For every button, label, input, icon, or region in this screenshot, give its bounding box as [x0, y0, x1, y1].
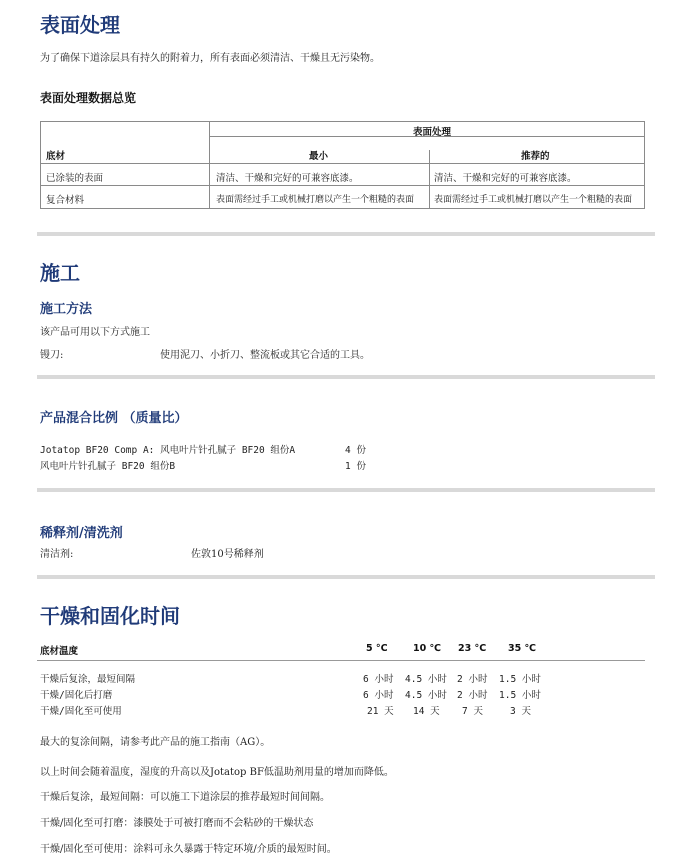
table-col-min: 最小 [309, 151, 329, 162]
drying-note: 干燥后复涂，最短间隔：可以施工下道涂层的推荐最短时间间隔。 [40, 792, 330, 803]
section-divider [37, 488, 655, 492]
thinner-label: 清洁剂: [40, 549, 74, 560]
drying-value: 6 小时 [363, 674, 394, 685]
method-title: 施工方法 [40, 302, 93, 317]
surface-summary-title: 表面处理数据总览 [40, 91, 137, 105]
table-cell-min: 表面需经过手工或机械打磨以产生一个粗糙的表面 [216, 195, 415, 205]
drying-value: 1.5 小时 [499, 674, 541, 685]
temp-header: 5 °C [366, 643, 388, 654]
drying-note: 最大的复涂间隔，请参考此产品的施工指南（AG）。 [40, 737, 271, 748]
surface-table [40, 121, 645, 209]
table-col-substrate: 底材 [46, 151, 66, 162]
drying-header-label: 底材温度 [40, 646, 79, 657]
temp-header: 10 ℃ [413, 643, 442, 654]
surface-intro: 为了确保下道涂层具有持久的附着力，所有表面必须清洁、干燥且无污染物。 [40, 53, 380, 64]
temp-header: 23 °C [458, 643, 487, 654]
section-title-drying: 干燥和固化时间 [40, 604, 180, 628]
drying-row-label: 干燥/固化至可使用 [40, 706, 122, 717]
section-title-application: 施工 [40, 261, 80, 285]
drying-value: 7 天 [462, 706, 483, 717]
table-group-header: 表面处理 [413, 127, 452, 138]
drying-note: 以上时间会随着温度，湿度的升高以及Jotatop BF低温助剂用量的增加而降低。 [40, 767, 394, 778]
mixing-title: 产品混合比例 （质量比） [40, 411, 188, 426]
drying-value: 14 天 [413, 706, 440, 717]
mixing-row-label: 风电叶片针孔腻子 BF20 组份B [40, 461, 176, 472]
drying-value: 21 天 [367, 706, 394, 717]
temp-header: 35 ℃ [508, 643, 537, 654]
method-intro: 该产品可用以下方式施工 [40, 327, 150, 338]
table-cell-min: 清洁、干燥和完好的可兼容底漆。 [216, 173, 359, 184]
drying-note: 干燥/固化至可使用：涂料可永久暴露于特定环境/介质的最短时间。 [40, 844, 337, 855]
drying-row-label: 干燥/固化后打磨 [40, 690, 113, 701]
table-col-rec: 推荐的 [521, 151, 550, 162]
mixing-row-label: Jotatop BF20 Comp A: 风电叶片针孔腻子 BF20 组份A [40, 445, 296, 456]
section-divider [37, 375, 655, 379]
table-cell-rec: 表面需经过手工或机械打磨以产生一个粗糙的表面 [434, 195, 633, 205]
mixing-row-value: 4 份 [345, 445, 366, 456]
table-cell-substrate: 复合材料 [46, 195, 85, 206]
drying-value: 1.5 小时 [499, 690, 541, 701]
drying-value: 4.5 小时 [405, 690, 447, 701]
thinner-title: 稀释剂/清洗剂 [40, 526, 123, 541]
drying-value: 2 小时 [457, 690, 488, 701]
table-cell-substrate: 已涂装的表面 [46, 173, 104, 184]
section-divider [37, 575, 655, 579]
table-cell-rec: 清洁、干燥和完好的可兼容底漆。 [434, 173, 577, 184]
drying-note: 干燥/固化至可打磨：漆膜处于可被打磨而不会粘砂的干燥状态 [40, 818, 314, 829]
header-rule [37, 660, 645, 661]
drying-value: 4.5 小时 [405, 674, 447, 685]
drying-value: 6 小时 [363, 690, 394, 701]
method-value: 使用泥刀、小折刀、整流板或其它合适的工具。 [160, 350, 370, 361]
drying-row-label: 干燥后复涂，最短间隔 [40, 674, 136, 685]
section-title-surface: 表面处理 [40, 13, 120, 37]
mixing-row-value: 1 份 [345, 461, 366, 472]
method-label: 镘刀: [40, 350, 64, 361]
drying-value: 3 天 [510, 706, 531, 717]
section-divider [37, 232, 655, 236]
drying-value: 2 小时 [457, 674, 488, 685]
thinner-value: 佐敦10号稀释剂 [191, 549, 264, 560]
